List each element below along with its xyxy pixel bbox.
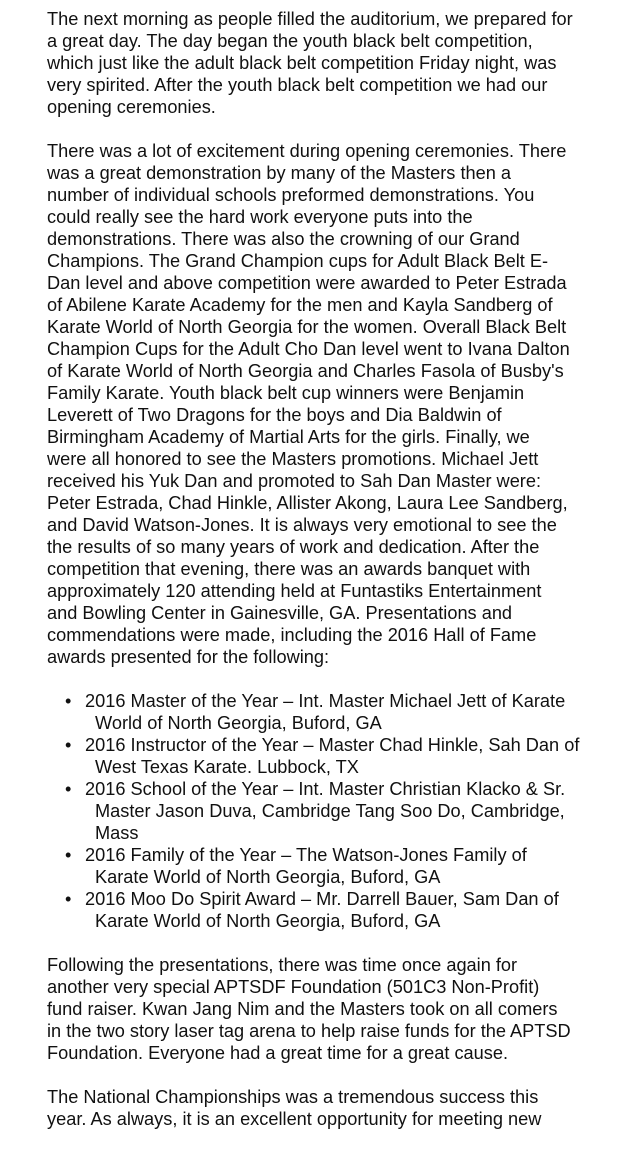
award-item-moo-do-spirit [47, 888, 607, 932]
text-line: number of individual schools preformed demonstrations. You [47, 185, 535, 205]
text-line: 2016 Master of the Year – Int. Master Michael Jett of Karate [85, 691, 566, 711]
bullet-icon: • [65, 889, 72, 909]
text-line: Karate World of North Georgia, Buford, GA [95, 911, 441, 931]
paragraph-morning [47, 8, 607, 118]
text-line: World of North Georgia, Buford, GA [95, 713, 382, 733]
text-line: very spirited. After the youth black belt competition we had our [47, 75, 548, 95]
text-line: Champion Cups for the Adult Cho Dan level went to Ivana Dalton [47, 339, 570, 359]
text-line: were all honored to see the Masters promotions. Michael Jett [47, 449, 539, 469]
text-line: and Bowling Center in Gainesville, GA. Presentations and [47, 603, 513, 623]
text-line: commendations were made, including the 2016 Hall of Fame [47, 625, 537, 645]
bullet-icon: • [65, 845, 72, 865]
text-line: approximately 120 attending held at Funtastiks Entertainment [47, 581, 542, 601]
bullet-icon: • [65, 735, 72, 755]
text-line: of Karate World of North Georgia and Charles Fasola of Busby's [47, 361, 564, 381]
text-line: year. As always, it is an excellent opportunity for meeting new [47, 1109, 542, 1129]
bullet-icon: • [65, 691, 72, 711]
text-line: Leverett of Two Dragons for the boys and Dia Baldwin of [47, 405, 502, 425]
text-line: 2016 Moo Do Spirit Award – Mr. Darrell Bauer, Sam Dan of [85, 889, 559, 909]
text-line: fund raiser. Kwan Jang Nim and the Masters took on all comers [47, 999, 558, 1019]
text-line: and David Watson-Jones. It is always very emotional to see the [47, 515, 557, 535]
text-line: demonstrations. There was also the crowning of our Grand [47, 229, 520, 249]
text-line: 2016 School of the Year – Int. Master Christian Klacko & Sr. [85, 779, 566, 799]
text-line: another very special APTSDF Foundation (501C3 Non-Profit) [47, 977, 540, 997]
text-line: could really see the hard work everyone puts into the [47, 207, 473, 227]
text-line: Birmingham Academy of Martial Arts for the girls. Finally, we [47, 427, 530, 447]
bullet-icon: • [65, 779, 72, 799]
text-line: Foundation. Everyone had a great time for a great cause. [47, 1043, 509, 1063]
text-line: Karate World of North Georgia for the women. Overall Black Belt [47, 317, 567, 337]
award-item-master-of-year [47, 690, 607, 734]
text-line: opening ceremonies. [47, 97, 216, 117]
text-line: 2016 Instructor of the Year – Master Chad Hinkle, Sah Dan of [85, 735, 580, 755]
paragraph-ceremonies [47, 140, 607, 668]
text-line: Following the presentations, there was time once again for [47, 955, 518, 975]
text-line: which just like the adult black belt competition Friday night, was [47, 53, 557, 73]
text-line: received his Yuk Dan and promoted to Sah Dan Master were: [47, 471, 542, 491]
text-line: the results of so many years of work and dedication. After the [47, 537, 540, 557]
text-line: 2016 Family of the Year – The Watson-Jones Family of [85, 845, 527, 865]
award-item-school-of-year [47, 778, 607, 844]
text-line: was a great demonstration by many of the Masters then a [47, 163, 512, 183]
text-line: Family Karate. Youth black belt cup winners were Benjamin [47, 383, 525, 403]
text-line: Peter Estrada, Chad Hinkle, Allister Akong, Laura Lee Sandberg, [47, 493, 568, 513]
document-body [47, 8, 607, 1152]
text-line: competition that evening, there was an awards banquet with [47, 559, 531, 579]
text-line: Dan level and above competition were awarded to Peter Estrada [47, 273, 567, 293]
text-line: Champions. The Grand Champion cups for Adult Black Belt E- [47, 251, 549, 271]
award-item-family-of-year [47, 844, 607, 888]
text-line: Master Jason Duva, Cambridge Tang Soo Do, Cambridge, [95, 801, 565, 821]
text-line: The National Championships was a tremendous success this [47, 1087, 539, 1107]
text-line: West Texas Karate. Lubbock, TX [95, 757, 359, 777]
award-item-instructor-of-year [47, 734, 607, 778]
text-line: awards presented for the following: [47, 647, 330, 667]
paragraph-fundraiser [47, 954, 607, 1064]
text-line: Mass [95, 823, 139, 843]
text-line: in the two story laser tag arena to help raise funds for the APTSD [47, 1021, 571, 1041]
text-line: a great day. The day began the youth black belt competition, [47, 31, 533, 51]
text-line: Karate World of North Georgia, Buford, GA [95, 867, 441, 887]
text-line: of Abilene Karate Academy for the men and Kayla Sandberg of [47, 295, 553, 315]
hall-of-fame-awards-list [47, 690, 607, 932]
text-line: The next morning as people filled the auditorium, we prepared for [47, 9, 573, 29]
text-line: There was a lot of excitement during opening ceremonies. There [47, 141, 567, 161]
paragraph-national-championships [47, 1086, 607, 1130]
